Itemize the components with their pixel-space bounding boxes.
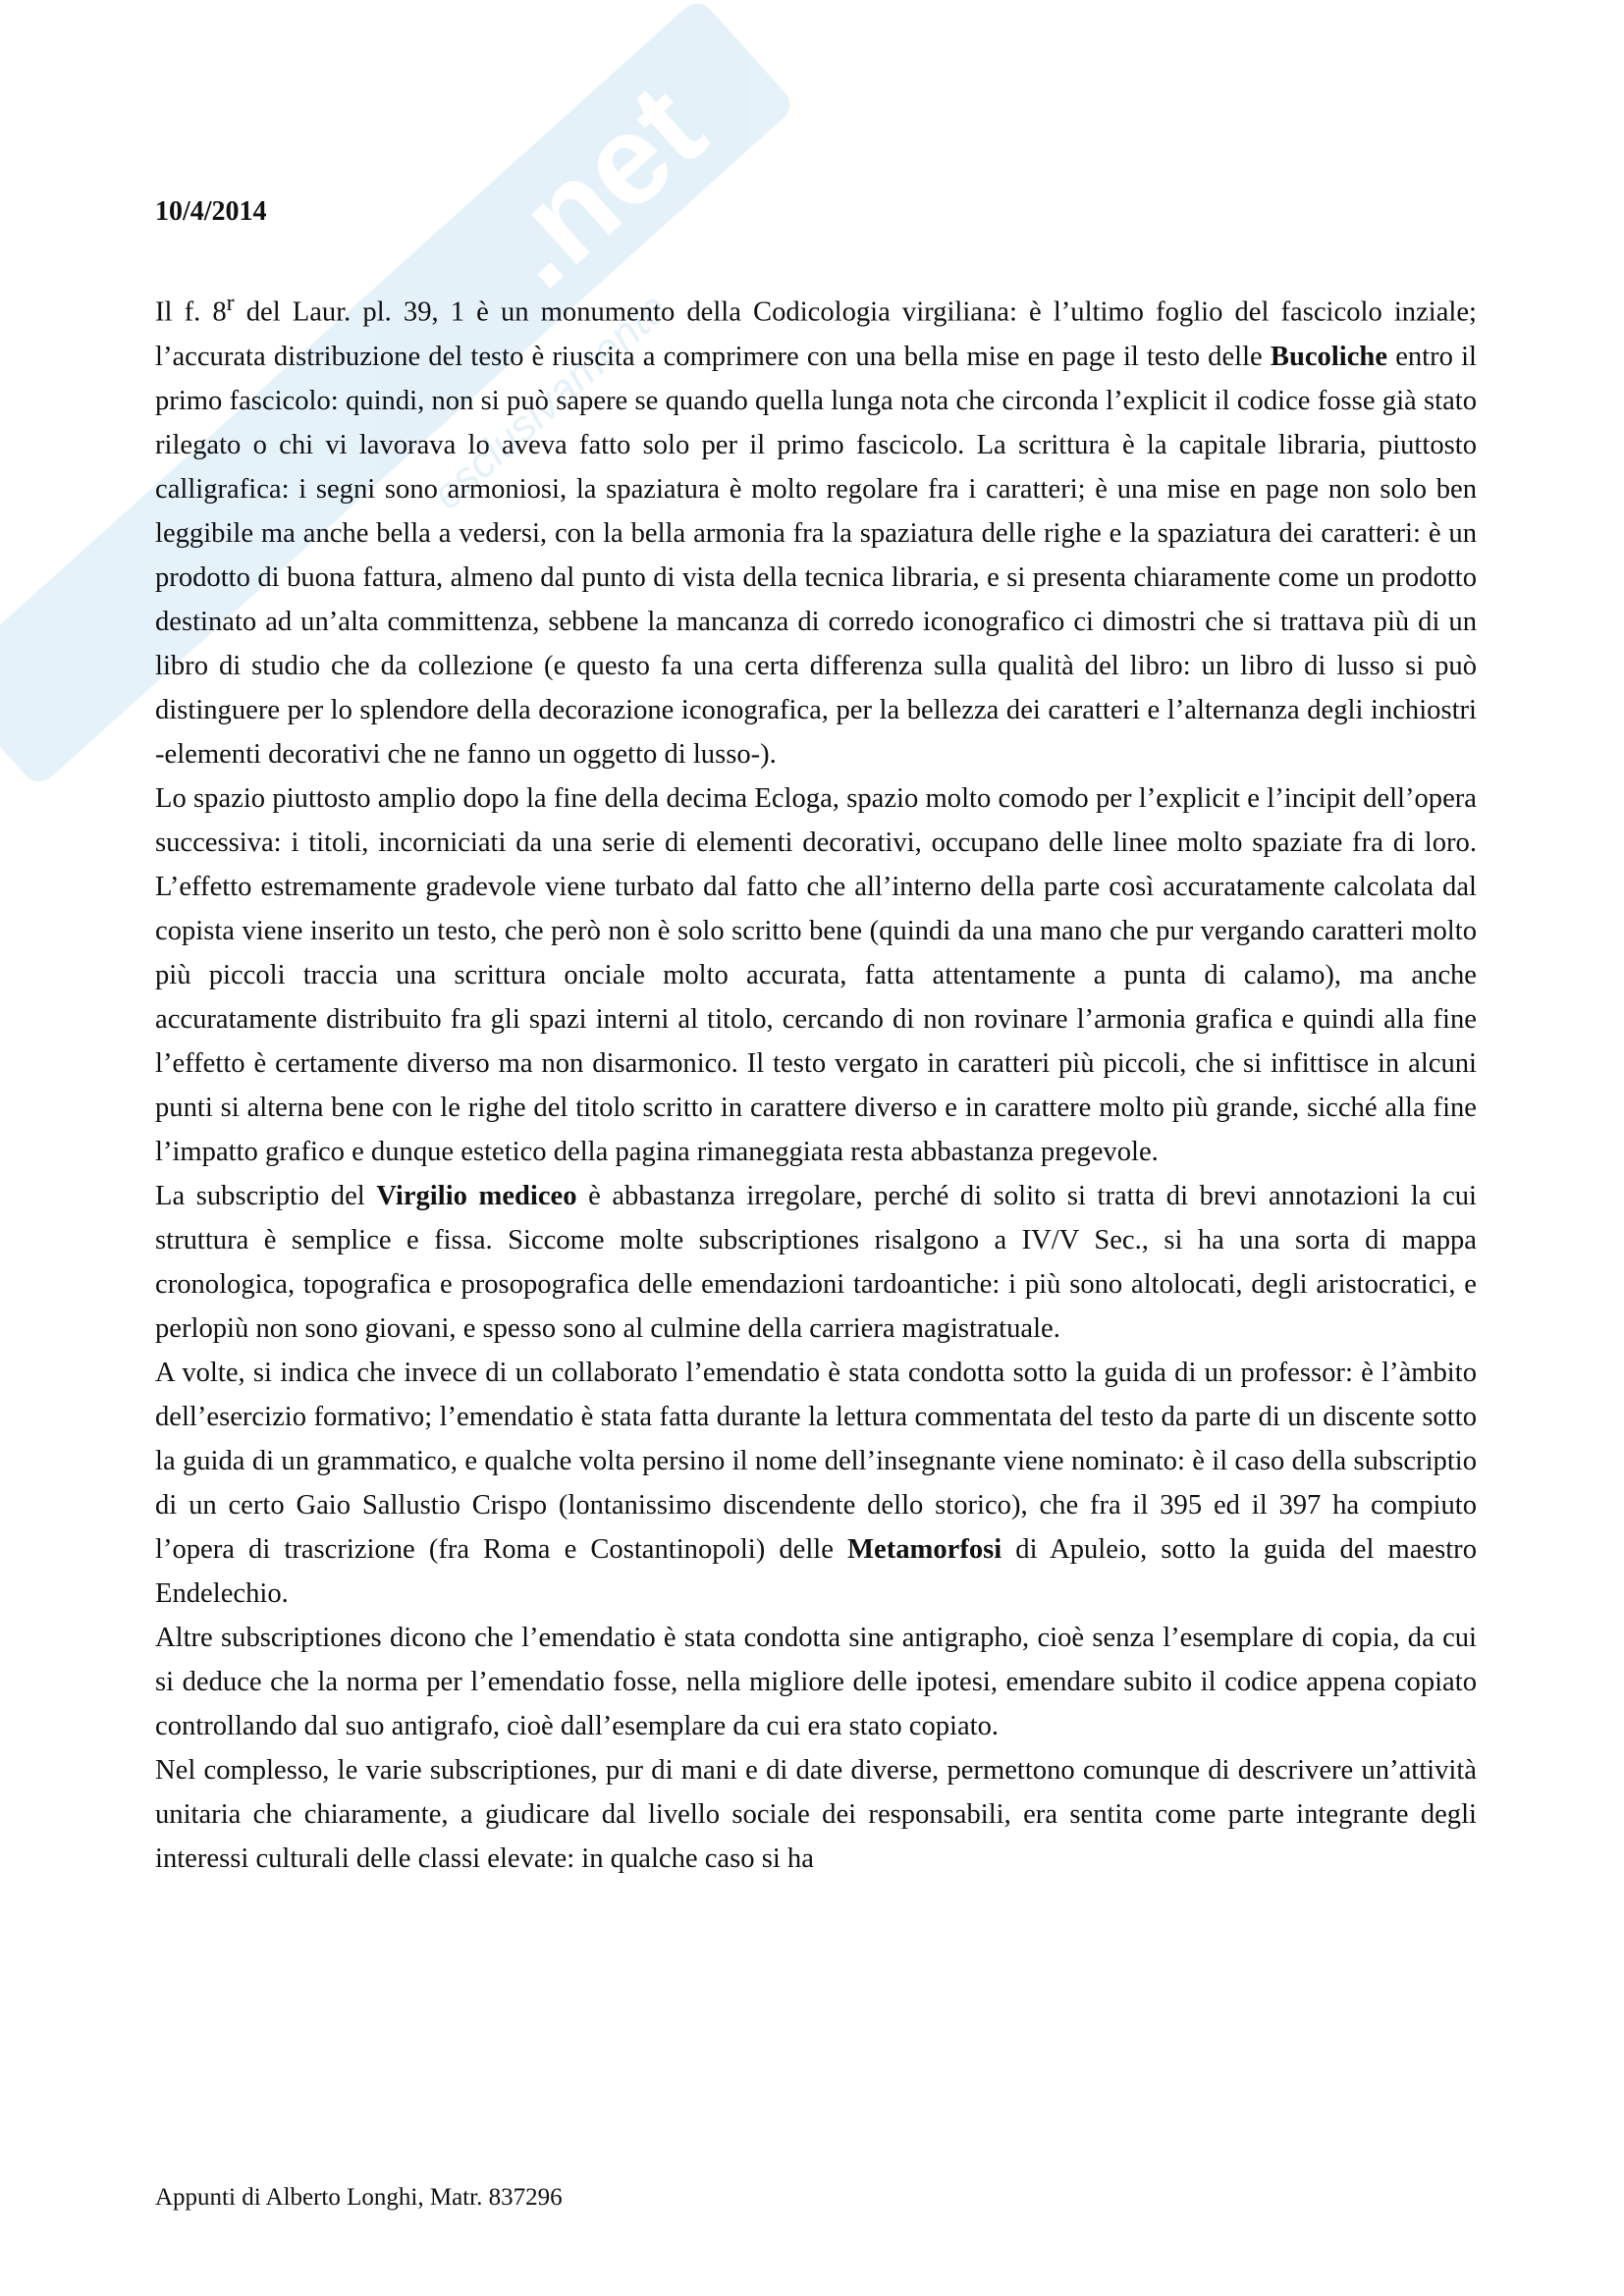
paragraph-6: Nel complesso, le varie subscriptiones, pur di mani e di date diverse, permettono comunque di descrivere un’attività unitaria che chiaramente, a giudicare dal livello sociale dei responsabili, era sentita come parte integrante degli interessi culturali delle classi elevate: in qualche caso si ha [155, 1754, 1477, 1874]
watermark-tagline: esclusivamente [423, 284, 677, 519]
page-footer: Appunti di Alberto Longhi, Matr. 837296 [155, 2184, 563, 2211]
bold-title-virgilio-mediceo: Virgilio mediceo [376, 1180, 577, 1211]
paragraph-4: A volte, si indica che invece di un collaborato l’emendatio è stata condotta sotto la guida di un professor: è l’àmbito dell’esercizio formativo; l’emendatio è stata fatta durante la lettura commentata del testo da parte di un discente sotto la guida di un grammatico, e qualche volta persino il nome dell’insegnante viene nominato: è il caso della subscriptio di un certo Gaio Sallustio Crispo (lontanissimo discendente dello storico), che fra il 395 ed il 397 ha compiuto l’opera di trascrizione (fra Roma e Costantinopoli) delle Metamorfosi di Apuleio, sotto la guida del maestro Endelechio. [155, 1357, 1477, 1609]
bold-title-bucoliche: Bucoliche [1270, 341, 1388, 372]
body-text [155, 282, 1477, 1881]
paragraph-2: Lo spazio piuttosto amplio dopo la fine della decima Ecloga, spazio molto comodo per l’explicit e l’incipit dell’opera successiva: i titoli, incorniciati da una serie di elementi decorativi, occupano delle linee molto spaziate fra di loro. L’effetto estremamente gradevole viene turbato dal fatto che all’interno della parte così accuratamente calcolata dal copista viene inserito un testo, che però non è solo scritto bene (quindi da una mano che pur vergando caratteri molto più piccoli traccia una scrittura onciale molto accurata, fatta attentamente a punta di calamo), ma anche accuratamente distribuito fra gli spazi interni al titolo, cercando di non rovinare l’armonia grafica e quindi alla fine l’effetto è certamente diverso ma non disarmonico. Il testo vergato in caratteri più piccoli, che si infittisce in alcuni punti si alterna bene con le righe del titolo scritto in carattere diverso e in carattere molto più grande, sicché alla fine l’impatto grafico e dunque estetico della pagina rimaneggiata resta abbastanza pregevole. [155, 782, 1477, 1167]
paragraph-5: Altre subscriptiones dicono che l’emendatio è stata condotta sine antigrapho, cioè senza l’esemplare di copia, da cui si deduce che la norma per l’emendatio fosse, nella migliore delle ipotesi, emendare subito il codice appena copiato controllando dal suo antigrafo, cioè dall’esemplare da cui era stato copiato. [155, 1622, 1477, 1741]
bold-title-metamorfosi: Metamorfosi [847, 1533, 1002, 1565]
watermark-brand-text: .net [465, 56, 731, 315]
page-date: 10/4/2014 [155, 196, 267, 227]
paragraph-3: La subscriptio del Virgilio mediceo è abbastanza irregolare, perché di solito si tratta di brevi annotazioni la cui struttura è semplice e fissa. Siccome molte subscriptiones risalgono a IV/V Sec., si ha una sorta di mappa cronologica, topografica e prosopografica delle emendazioni tardoantiche: i più sono altolocati, degli aristocratici, e perlopiù non sono giovani, e spesso sono al culmine della carriera magistratuale. [155, 1180, 1478, 1344]
superscript-recto: r [226, 291, 235, 316]
paragraph-1: Il f. 8$^r$ del Laur. pl. 39, 1 è un monumento della Codicologia virgiliana: è l’ultimo foglio del fascicolo inziale; l’accurata distribuzione del testo è riuscita a comprimere con una bella mise en page il testo delle Bucoliche entro il primo fascicolo: quindi, non si può sapere se quando quella lunga nota che circonda l’explicit il codice fosse già stato rilegato o chi vi lavorava lo aveva fatto solo per il primo fascicolo. La scrittura è la capitale libraria, piuttosto calligrafica: i segni sono armoniosi, la spaziatura è molto regolare fra i caratteri; è una mise en page non solo ben leggibile ma anche bella a vedersi, con la bella armonia fra la spaziatura delle righe e la spaziatura dei caratteri: è un prodotto di buona fattura, almeno dal punto di vista della tecnica libraria, e si presenta chiaramente come un prodotto destinato ad un’alta committenza, sebbene la mancanza di corredo iconografico ci dimostri che si trattava più di un libro di studio che da collezione (e questo fa una certa differenza sulla qualità del libro: un libro di lusso si può distinguere per lo splendore della decorazione iconografica, per la bellezza dei caratteri e l’alternanza degli inchiostri -elementi decorativi che ne fanno un oggetto di lusso-). [155, 291, 1477, 770]
